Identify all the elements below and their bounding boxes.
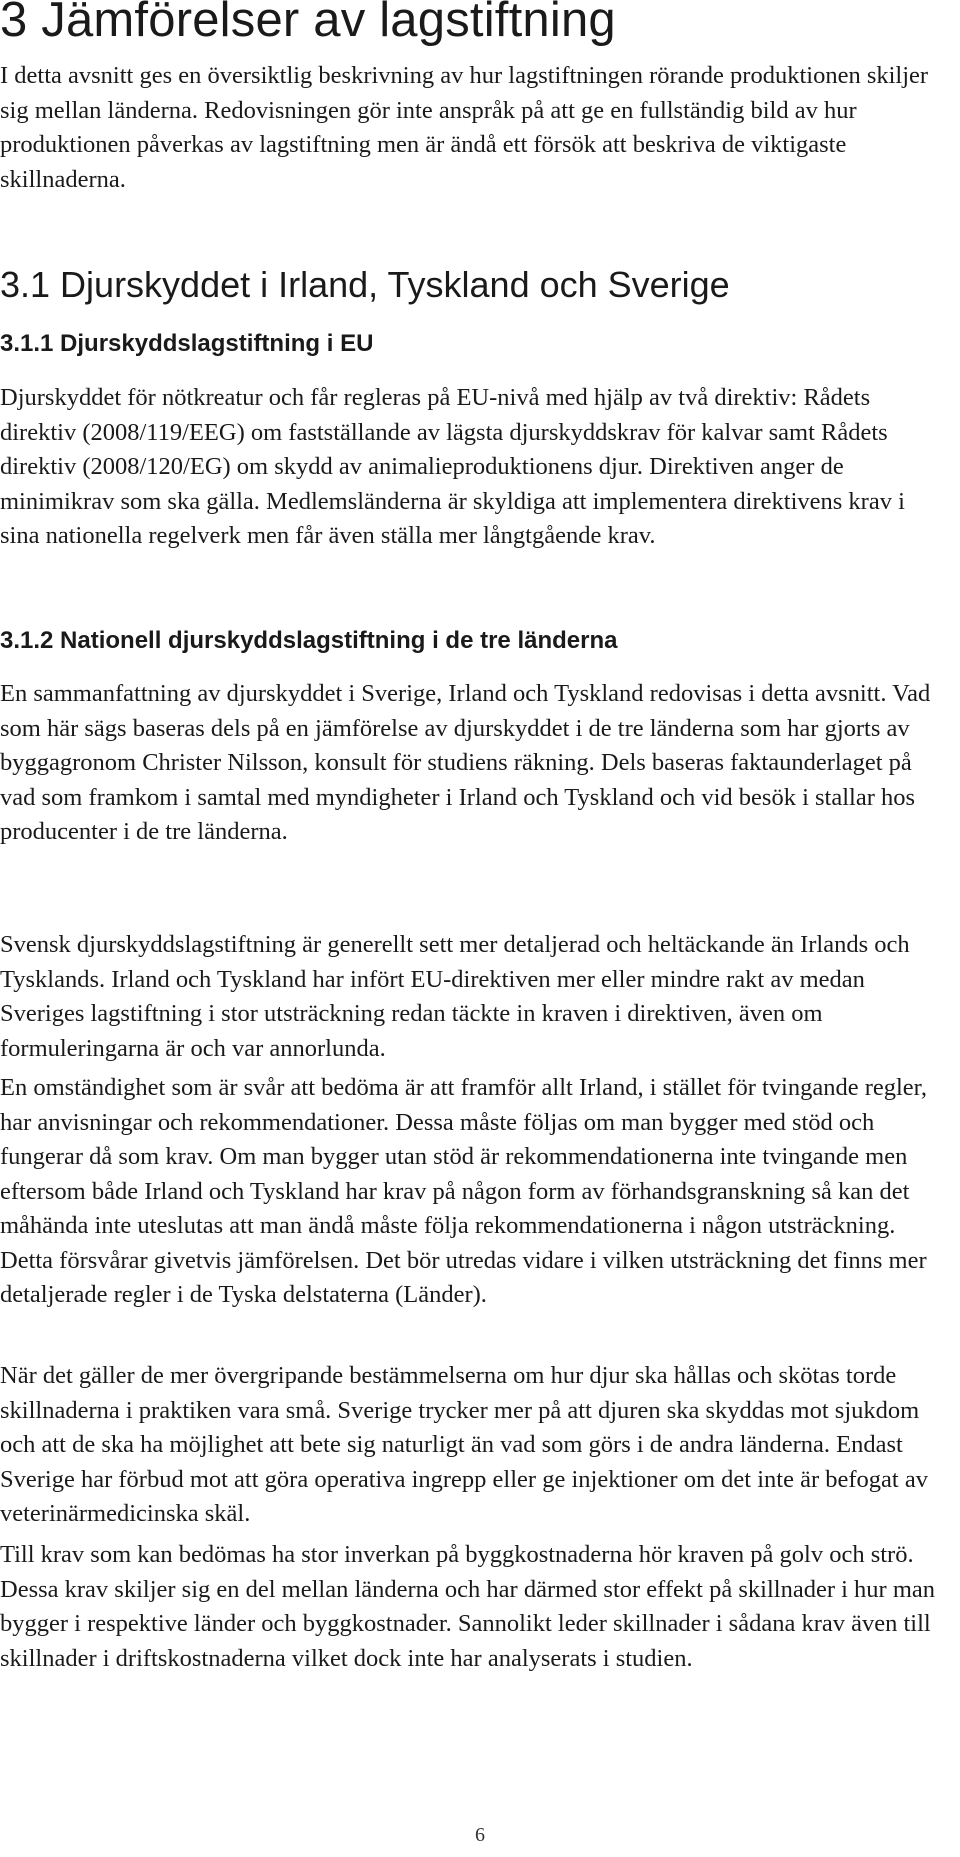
subsection-2-heading: 3.1.2 Nationell djurskyddslagstiftning i de tre länderna (0, 627, 618, 654)
subsection-1-heading: 3.1.1 Djurskyddslagstiftning i EU (0, 330, 374, 357)
chapter-intro-paragraph: I detta avsnitt ges en översiktlig beskrivning av hur lagstiftningen rörande produktionen skiljer sig mellan länderna. Redovisningen gör inte anspråk på att ge en fullständig bild av hur produktionen påverkas av lagstiftning men är ändå ett försök att beskriva de viktigaste skillnaderna. (0, 62, 929, 193)
subsection-2-paragraph-2: Svensk djurskyddslagstiftning är generellt sett mer detaljerad och heltäckande än Irlands och Tysklands. Irland och Tyskland har infört EU-direktiven mer eller mindre rakt av medan Sveriges lagstiftning i stor utsträckning redan täckte in kraven i direktiven, även om formuleringarna är och var annorlunda. (0, 931, 910, 1062)
subsection-2-paragraph-1: En sammanfattning av djurskyddet i Sverige, Irland och Tyskland redovisas i detta avsnitt. Vad som här sägs baseras dels på en jämförelse av djurskyddet i de tre länderna som har gjorts av byggagronom Christer Nilsson, konsult för studiens räkning. Dels baseras faktaunderlaget på vad som framkom i samtal med myndigheter i Irland och Tyskland och vid besök i stallar hos producenter i de tre länderna. (0, 680, 931, 845)
subsection-1-paragraph: Djurskyddet för nötkreatur och får regleras på EU-nivå med hjälp av två direktiv: Rådets direktiv (2008/119/EEG) om fastställande av lägsta djurskyddskrav för kalvar samt Rådets direktiv (2008/120/EG) om skydd av animalieproduktionens djur. Direktiven anger de minimikrav som ska gälla. Medlemsländerna är skyldiga att implementera direktivens krav i sina nationella regelverk men får även ställa mer långtgående krav. (0, 384, 905, 549)
subsection-2-paragraph-3: En omständighet som är svår att bedöma är att framför allt Irland, i stället för tvingande regler, har anvisningar och rekommendationer. Dessa måste följas om man bygger med stöd och fungerar då som krav. Om man bygger utan stöd är rekommendationerna inte tvingande men eftersom både Irland och Tyskland har krav på någon form av förhandsgranskning så kan det måhända inte uteslutas att man ändå måste följa rekommendationerna i någon utsträckning. Detta försvårar givetvis jämförelsen. Det bör utredas vidare i vilken utsträckning det finns mer detaljerade regler i de Tyska delstaterna (Länder). (0, 1074, 927, 1308)
subsection-2-paragraph-5: Till krav som kan bedömas ha stor inverkan på byggkostnaderna hör kraven på golv och strö. Dessa krav skiljer sig en del mellan länderna och har därmed stor effekt på skillnader i hur man bygger i respektive länder och byggkostnader. Sannolikt leder skillnader i sådana krav även till skillnader i driftskostnaderna vilket dock inte har analyserats i studien. (0, 1541, 935, 1672)
chapter-heading: 3 Jämförelser av lagstiftning (0, 0, 616, 47)
subsection-2-paragraph-4: När det gäller de mer övergripande bestämmelserna om hur djur ska hållas och skötas torde skillnaderna i praktiken vara små. Sverige trycker mer på att djuren ska skyddas mot sjukdom och att de ska ha möjlighet att bete sig naturligt än vad som görs i de andra länderna. Endast Sverige har förbud mot att göra operativa ingrepp eller ge injektioner om det inte är befogat av veterinärmedicinska skäl. (0, 1362, 928, 1527)
page-number: 6 (475, 1824, 485, 1846)
section-heading: 3.1 Djurskyddet i Irland, Tyskland och Sverige (0, 264, 730, 305)
